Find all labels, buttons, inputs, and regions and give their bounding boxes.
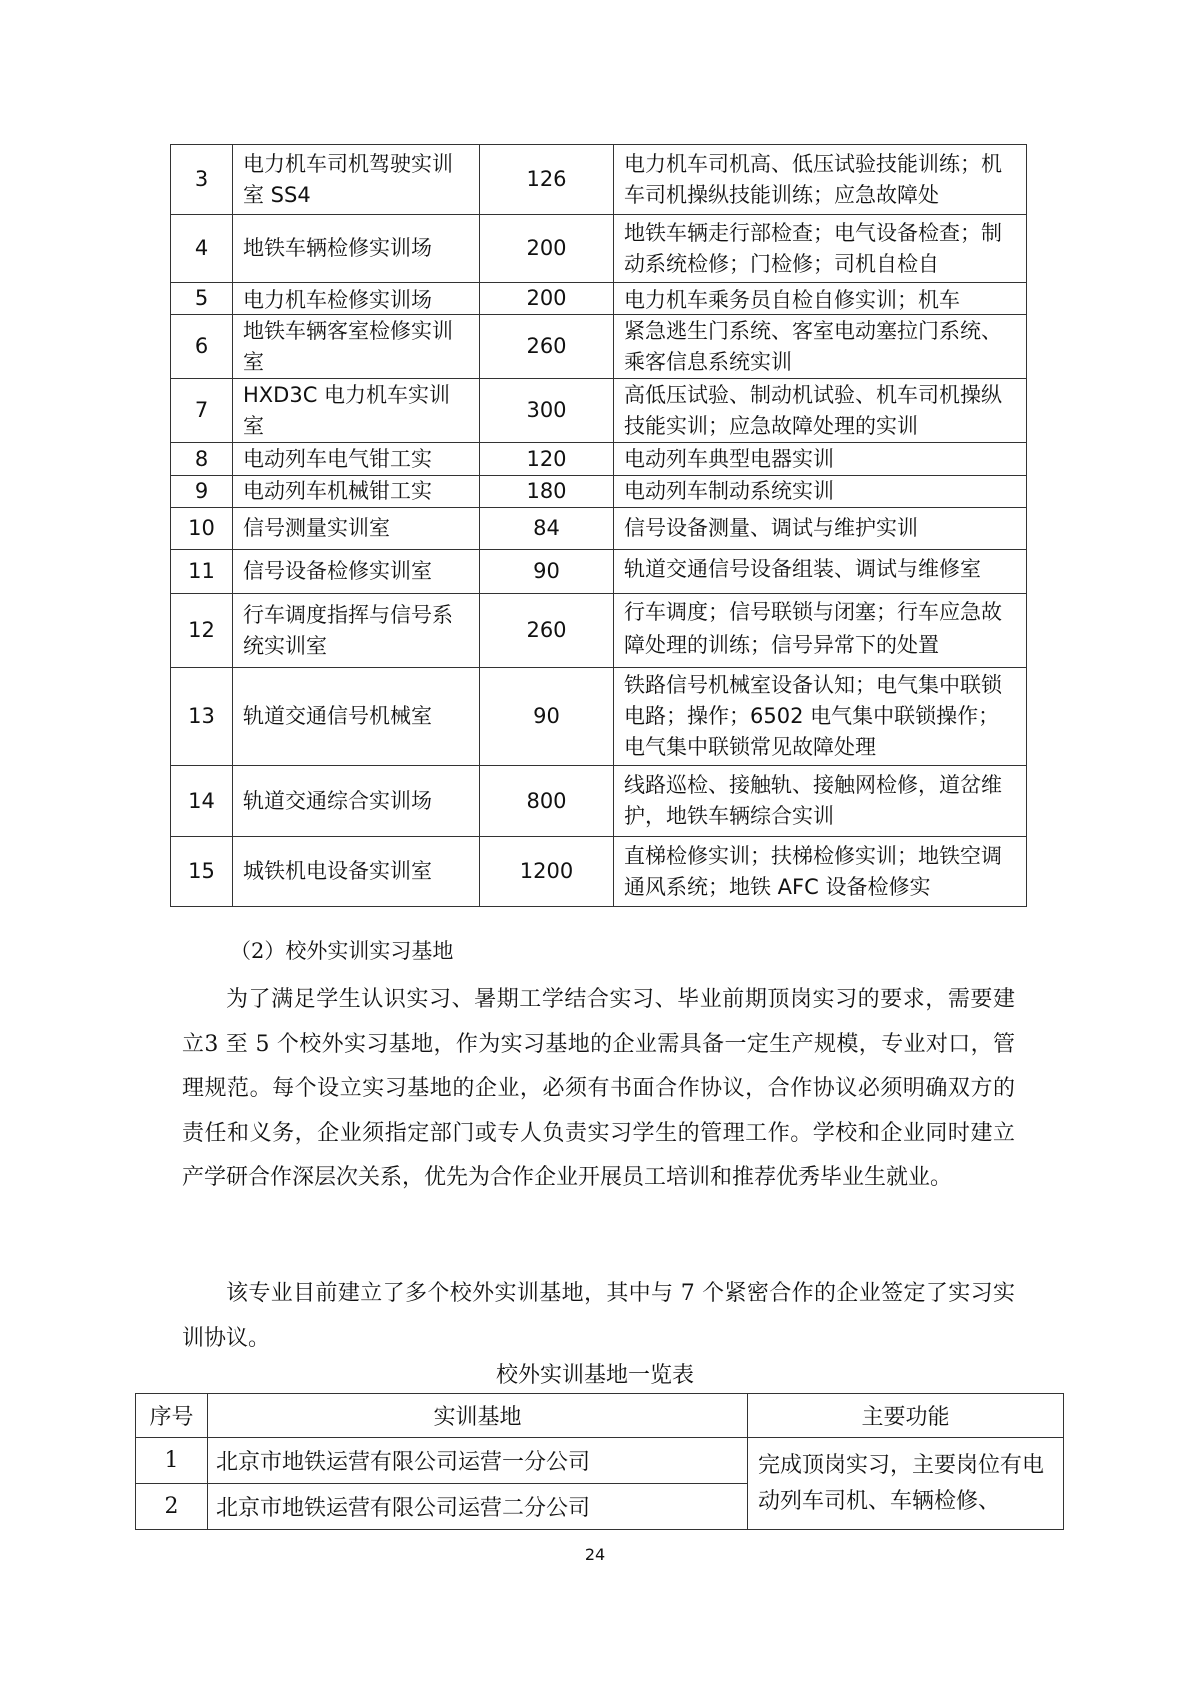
- training-room-table: [170, 144, 1027, 907]
- body-paragraph: 该专业目前建立了多个校外实训基地，其中与 7 个紧密合作的企业签定了实习实训协议。: [182, 1281, 1015, 1351]
- room-area: 180: [480, 476, 614, 508]
- row-number: 11: [171, 550, 233, 594]
- room-function: 线路巡检、接触轨、接触网检修，道岔维护，地铁车辆综合实训: [614, 766, 1027, 837]
- row-number: 2: [136, 1484, 208, 1530]
- table-row: [171, 443, 1027, 476]
- table-row: [171, 215, 1027, 283]
- section-heading: （2）校外实训实习基地: [230, 939, 454, 963]
- room-area: 126: [480, 145, 614, 215]
- room-area: 300: [480, 379, 614, 443]
- table-row: [171, 315, 1027, 379]
- table-row: [171, 550, 1027, 594]
- room-function: 信号设备测量、调试与维护实训: [614, 508, 1027, 550]
- room-name: 轨道交通信号机械室: [233, 668, 480, 766]
- table-row: [171, 508, 1027, 550]
- row-number: 7: [171, 379, 233, 443]
- room-name: 信号设备检修实训室: [233, 550, 480, 594]
- training-base-table: [135, 1393, 1064, 1530]
- room-area: 200: [480, 215, 614, 283]
- row-number: 15: [171, 837, 233, 907]
- row-number: 1: [136, 1438, 208, 1484]
- table-row: [171, 476, 1027, 508]
- room-function: 行车调度；信号联锁与闭塞；行车应急故障处理的训练；信号异常下的处置: [624, 599, 1002, 657]
- room-name: 电动列车电气钳工实: [243, 446, 432, 471]
- table-row: [171, 668, 1027, 766]
- room-name: 城铁机电设备实训室: [233, 837, 480, 907]
- row-number: 5: [171, 283, 233, 315]
- room-function: 直梯检修实训；扶梯检修实训；地铁空调通风系统；地铁 AFC 设备检修实: [624, 843, 1002, 899]
- base-name: 北京市地铁运营有限公司运营二分公司: [208, 1484, 748, 1530]
- table-row: [136, 1438, 1064, 1484]
- room-area: 200: [480, 283, 614, 315]
- row-number: 4: [171, 215, 233, 283]
- room-name: 电力机车司机驾驶实训室 SS4: [233, 145, 480, 215]
- column-header: 主要功能: [748, 1394, 1064, 1438]
- row-number: 10: [171, 508, 233, 550]
- room-function: 电力机车乘务员自检自修实训；机车: [624, 288, 960, 312]
- row-number: 9: [171, 476, 233, 508]
- table-row: [171, 594, 1027, 668]
- row-number: 13: [171, 668, 233, 766]
- room-area: 1200: [480, 837, 614, 907]
- room-area: 84: [480, 508, 614, 550]
- room-function: 地铁车辆走行部检查；电气设备检查；制动系统检修；门检修；司机自检自: [624, 220, 1002, 276]
- table-row: [171, 766, 1027, 837]
- body-paragraph: 为了满足学生认识实习、暑期工学结合实习、毕业前期顶岗实习的要求，需要建立3 至 5 个校外实习基地，作为实习基地的企业需具备一定生产规模，专业对口，管理规范。每个设立实习基地的企业，必须有书面合作协议，合作协议必须明确双方的责任和义务，企业须指定部门或专人负责实习学生的管理工作。学校和企业同时建立产学研合作深层次关系，优先为合作企业开展员工培训和推荐优秀毕业生就业。: [182, 987, 1015, 1191]
- row-number: 12: [171, 594, 233, 668]
- room-name: 行车调度指挥与信号系统实训室: [233, 594, 480, 668]
- room-name: 地铁车辆检修实训场: [233, 215, 480, 283]
- base-function: 完成顶岗实习，主要岗位有电动列车司机、车辆检修、: [748, 1438, 1064, 1530]
- room-function: 紧急逃生门系统、客室电动塞拉门系统、乘客信息系统实训: [624, 318, 1002, 374]
- table-row: [171, 145, 1027, 215]
- room-function: 电动列车制动系统实训: [614, 476, 1027, 508]
- room-name: 信号测量实训室: [233, 508, 480, 550]
- row-number: 14: [171, 766, 233, 837]
- table-caption: 校外实训基地一览表: [495, 1363, 694, 1388]
- room-function: 铁路信号机械室设备认知；电气集中联锁电路；操作；6502 电气集中联锁操作；电气集中联锁常见故障处理: [614, 668, 1027, 766]
- room-name: HXD3C 电力机车实训室: [233, 379, 480, 443]
- room-area: 120: [480, 443, 614, 476]
- table-header-row: [136, 1394, 1064, 1438]
- room-name: 电动列车机械钳工实: [243, 479, 432, 503]
- row-number: 8: [171, 443, 233, 476]
- room-area: 260: [480, 315, 614, 379]
- room-area: 90: [480, 550, 614, 594]
- table-row: [171, 837, 1027, 907]
- room-name: 电力机车检修实训场: [243, 288, 432, 312]
- row-number: 3: [171, 145, 233, 215]
- room-name: 轨道交通综合实训场: [233, 766, 480, 837]
- page-number: 24: [584, 1545, 606, 1564]
- room-function: 电力机车司机高、低压试验技能训练；机车司机操纵技能训练；应急故障处: [624, 151, 1002, 207]
- room-area: 260: [480, 594, 614, 668]
- room-area: 90: [480, 668, 614, 766]
- room-function: 轨道交通信号设备组装、调试与维修室: [624, 557, 981, 581]
- base-name: 北京市地铁运营有限公司运营一分公司: [208, 1438, 748, 1484]
- table-row: [171, 379, 1027, 443]
- room-function: 高低压试验、制动机试验、机车司机操纵技能实训；应急故障处理的实训: [624, 382, 1002, 438]
- column-header: 实训基地: [208, 1394, 748, 1438]
- column-header: 序号: [136, 1394, 208, 1438]
- room-area: 800: [480, 766, 614, 837]
- row-number: 6: [171, 315, 233, 379]
- room-name: 地铁车辆客室检修实训室: [233, 315, 480, 379]
- room-function: 电动列车典型电器实训: [614, 443, 1027, 476]
- table-row: [171, 283, 1027, 315]
